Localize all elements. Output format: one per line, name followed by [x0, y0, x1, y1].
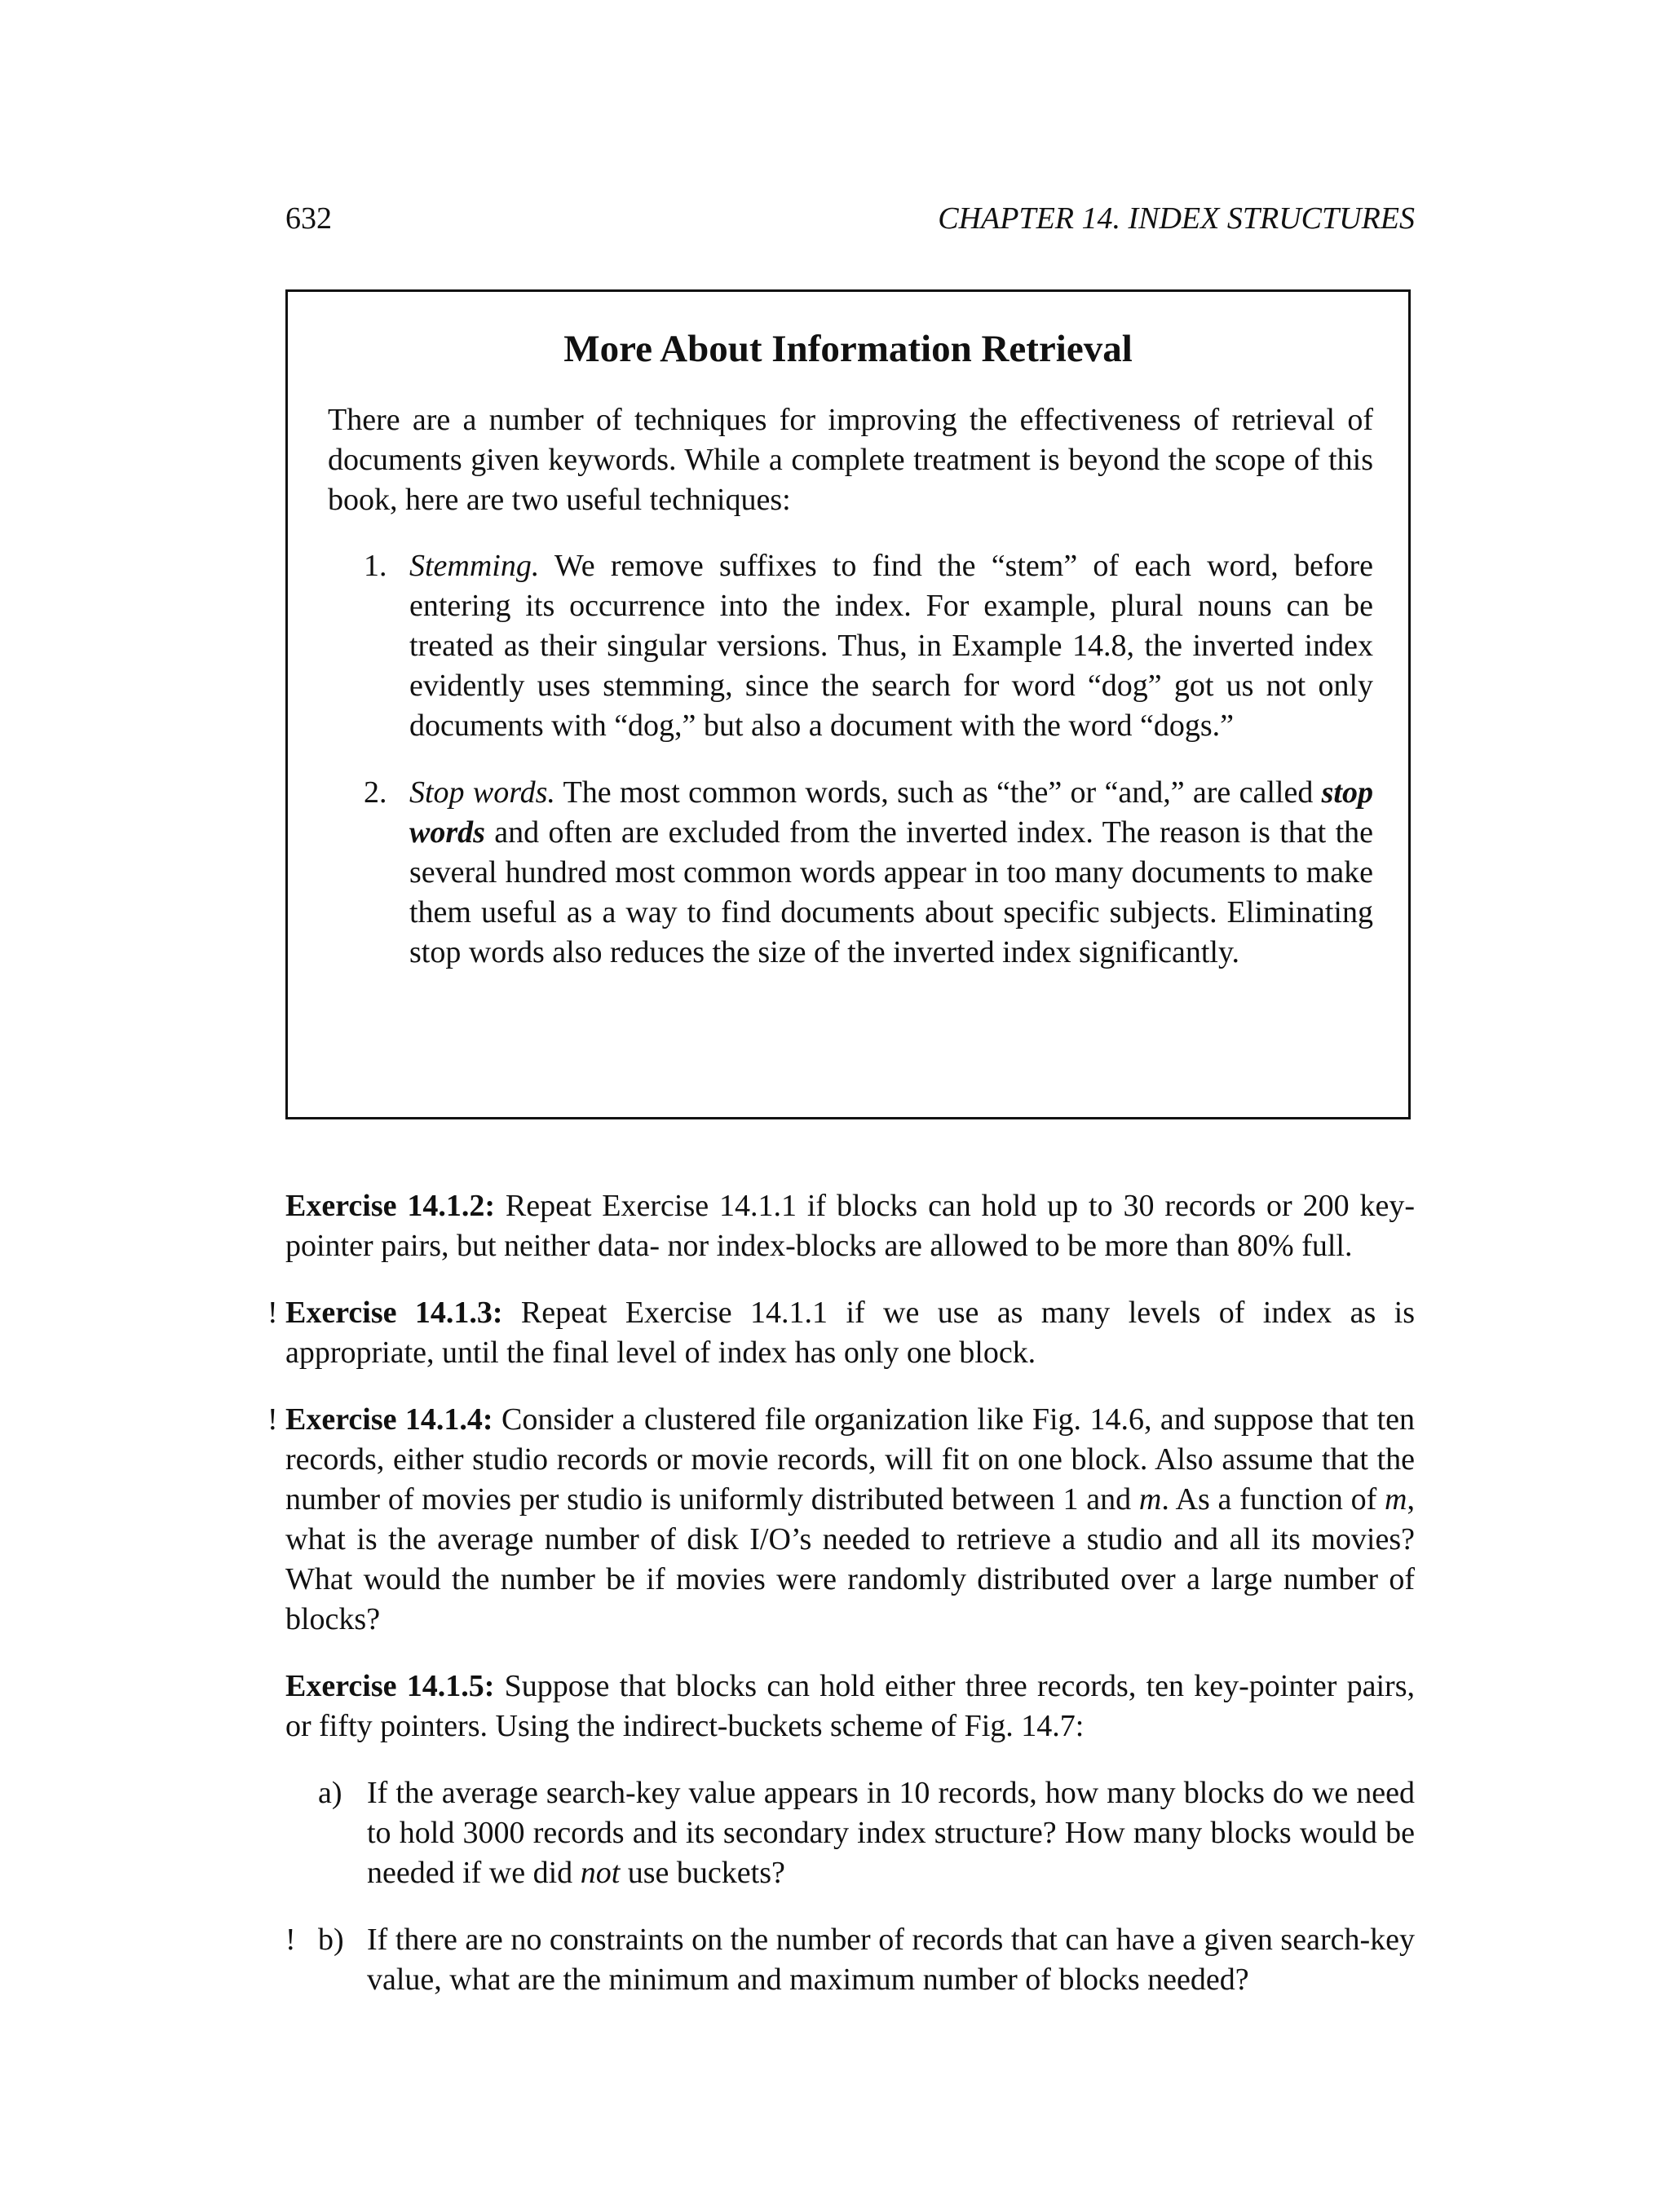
exercise-14-1-3: [267, 1293, 1416, 1373]
sidebar-box-title: More About Information Retrieval: [563, 328, 1133, 370]
exercise-part-b: [285, 1920, 1415, 2000]
page-number: 632: [285, 201, 332, 236]
exercise-text: Repeat Exercise 14.1.1 if we use as many levels of index as is appropriate, until the final level of index has only one block.: [285, 1296, 1416, 1370]
emphasis-not: not: [580, 1856, 621, 1890]
exercise-text: , what is the average number of disk I/O’s needed to retrieve a studio and all its movies? What would the number be if movies were randomly distributed over a large number of blocks?: [285, 1482, 1415, 1636]
technique-list: [328, 546, 1373, 1000]
exercise-label: Exercise 14.1.2:: [285, 1189, 496, 1223]
item-number: 2.: [364, 775, 387, 810]
part-text: If the average search-key value appears in 10 records, how many blocks do we need to hold 3000 records and its secondary index structure? How many blocks would be needed if we did: [367, 1776, 1415, 1890]
exercise-part-a: [285, 1773, 1415, 1893]
sidebar-box-intro: There are a number of techniques for improving the effectiveness of retrieval of documents given keywords. While a complete treatment is beyond the scope of this book, here are two useful techniques:: [328, 403, 1373, 517]
math-variable: m: [1385, 1482, 1407, 1517]
part-label: b): [318, 1923, 344, 1957]
item-text: and often are excluded from the inverted index. The reason is that the several hundred most common words appear in too many documents to make them useful as a way to find documents about specific subjects. Eliminating stop words also reduces the size of the inverted index significantly.: [409, 815, 1373, 969]
exercise-label: Exercise 14.1.3:: [285, 1296, 503, 1330]
term-stop-words: Stop words.: [409, 775, 555, 810]
part-text: use buckets?: [620, 1856, 785, 1890]
exercise-label: Exercise 14.1.4:: [285, 1402, 493, 1437]
item-text: We remove suffixes to find the “stem” of each word, before entering its occurrence into the index. For example, plural nouns can be treated as their singular versions. Thus, in Example 14.8, the inverted index evidently uses stemming, since the search for word “dog” got us not only documents with “dog,” but also a document with the word “dogs.”: [409, 549, 1373, 743]
difficulty-marker: !: [267, 1296, 278, 1330]
technique-item-stop-words: [328, 773, 1373, 973]
exercise-14-1-4: [267, 1400, 1415, 1640]
exercise-section: [267, 1186, 1416, 2027]
running-head: [285, 197, 1415, 240]
part-text: If there are no constraints on the number of records that can have a given search-key value, what are the minimum and maximum number of blocks needed?: [367, 1923, 1415, 1997]
exercise-parts: [285, 1773, 1415, 2000]
difficulty-marker: !: [267, 1402, 278, 1437]
exercise-text: Consider a clustered file organization like Fig. 14.6, and suppose that ten records, either studio records or movie records, will fit on one block. Also assume that the number of movies per studio is uniformly distributed between 1 and: [285, 1402, 1415, 1517]
part-label: a): [318, 1776, 342, 1810]
exercise-text: Repeat Exercise 14.1.1 if blocks can hold up to 30 records or 200 key-pointer pairs, but neither data- nor index-blocks are allowed to be more than 80% full.: [285, 1189, 1415, 1263]
exercise-label: Exercise 14.1.5:: [285, 1669, 495, 1703]
difficulty-marker: !: [285, 1923, 296, 1957]
exercise-14-1-5: [285, 1667, 1415, 2000]
item-text: The most common words, such as “the” or “and,” are called: [554, 775, 1322, 810]
term-stemming: Stemming.: [409, 549, 540, 583]
exercise-14-1-2: [285, 1186, 1415, 1266]
technique-item-stemming: [328, 546, 1373, 746]
exercise-text: Suppose that blocks can hold either three records, ten key-pointer pairs, or fifty pointers. Using the indirect-buckets scheme of Fig. 14.7:: [285, 1669, 1416, 1743]
item-number: 1.: [364, 549, 387, 583]
sidebar-box: [285, 289, 1411, 1119]
math-variable: m: [1138, 1482, 1162, 1517]
emphasis-stop-words: stop words: [409, 775, 1373, 850]
chapter-title: CHAPTER 14. INDEX STRUCTURES: [938, 201, 1415, 236]
exercise-text: . As a function of: [1161, 1482, 1385, 1517]
